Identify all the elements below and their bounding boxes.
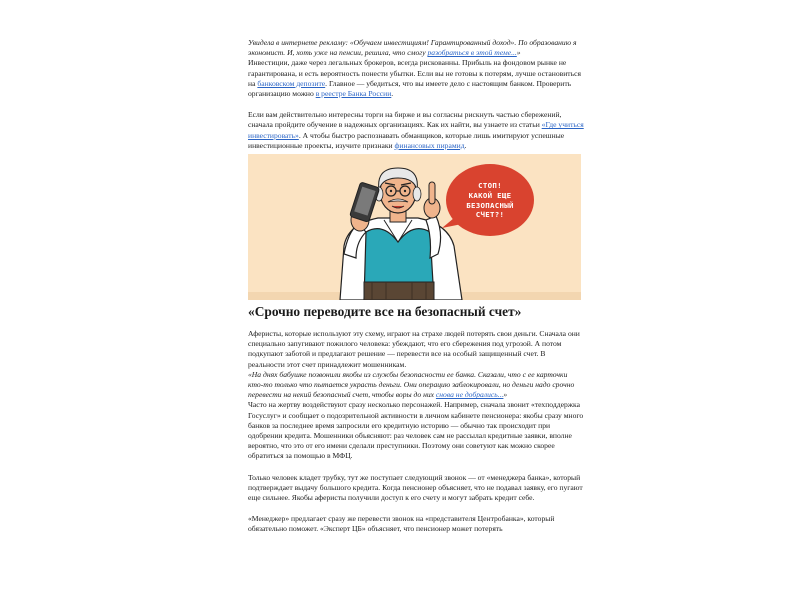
paragraph-central-bank: «Менеджер» предлагает сразу же перевести звонок на «представителя Центробанка», который обязательно поможет. «Эксперт ЦБ» объясняет, что пенсионер может потерять bbox=[248, 514, 555, 534]
paragraph-scheme: Аферисты, которые используют эту схему, играют на страхе людей потерять свои деньги. Сначала они специально запугивают пожилого человека: убеждают, что его сбережения под угрозой. А потом подкупают заботой и предлагают решение — перевести все на особый защищенный счет. В реальности этот счет принадлежит мошенникам. bbox=[248, 329, 580, 369]
speech-bubble bbox=[456, 181, 524, 220]
bubble-line: СТОП! bbox=[478, 181, 502, 191]
paragraph-education: Если вам действительно интересны торги на бирже и вы согласны рискнуть частью сбережений, сначала пройдите обучение в надежных организациях. Как их найти, вы узнаете из статьи «Где учиться инвестировать». А чтобы быстро распознавать обманщиков, которые лишь имитируют успешные инвестиционные проекты, изучите признаки финансовых пирамид. bbox=[248, 110, 584, 150]
where-to-study-link[interactable]: «Где учиться инвестировать» bbox=[248, 120, 584, 140]
paragraph-risks: Инвестиции, даже через легальных брокеров, всегда рискованны. Прибыль на фондовом рынке не гарантирована, и есть вероятность понести убытки. Если вы не готовы к потерям, лучше остановиться на банковском депозите. Главное — убедиться, что вы имеете дело с настоящим банком. Проверить организацию можно в реестре Банка России. bbox=[248, 58, 581, 99]
quote-link[interactable]: разобраться в этой теме... bbox=[427, 48, 517, 58]
quote-end: » bbox=[516, 48, 521, 58]
bubble-line: КАКОЙ ЕЩЕ bbox=[468, 190, 512, 200]
paragraph-gosuslugi: Часто на жертву воздействуют сразу несколько персонажей. Например, сначала звонит «техподдержка Госуслуг» и сообщает о подозрительной активности в личном кабинете пенсионера: якобы сразу много банков за последнее время запросили его кредитную историю — обычно так происходит при одобрении кредита. Мошенники объясняют: раз человек сам не рассылал кредитные заявки, вполне вероятно, что это от его имени сделали преступники. Поэтому они советуют как можно скорее обратиться за помощью в МФЦ. bbox=[248, 400, 584, 461]
bank-registry-link[interactable]: в реестре Банка России bbox=[315, 89, 392, 99]
reader-quote-2: «На днях бабушке позвонили якобы из службы безопасности ее банка. Сказали, что с ее карточки кто-то только что пытается украсть деньги. Они операцию заблокировали, но деньги надо срочно перевести на некий безопасный счет, чтобы воры до них снова не добрались...» bbox=[248, 369, 575, 400]
illustration-elderly-man bbox=[248, 154, 581, 300]
bubble-line: БЕЗОПАСНЫЙ bbox=[466, 200, 514, 210]
quote-text: Увидела в интернете рекламу: «Обучаем инвестициям! Гарантированный доход». По образованию я экономист. И, хоть уже на пенсии, решила, что смогу bbox=[248, 38, 577, 58]
reader-quote bbox=[248, 38, 584, 58]
section-heading: «Срочно переводите все на безопасный счет» bbox=[248, 304, 522, 320]
article-body bbox=[248, 38, 584, 535]
financial-pyramids-link[interactable]: финансовых пирамид bbox=[394, 140, 465, 150]
bubble-line: СЧЕТ?! bbox=[475, 210, 505, 220]
elderly-man-drawing bbox=[248, 154, 581, 300]
bank-deposit-link[interactable]: банковском депозите bbox=[257, 78, 326, 88]
quote-2-link[interactable]: снова не добрались... bbox=[435, 390, 504, 400]
paragraph-bank-manager: Только человек кладет трубку, тут же поступает следующий звонок — от «менеджера банка», который подтверждает выдачу большого кредита. Когда пенсионер объясняет, что не подавал заявку, его пугают еще сильнее. Якобы аферисты получили доступ к его счету и могут забрать кредит себе. bbox=[248, 472, 583, 503]
